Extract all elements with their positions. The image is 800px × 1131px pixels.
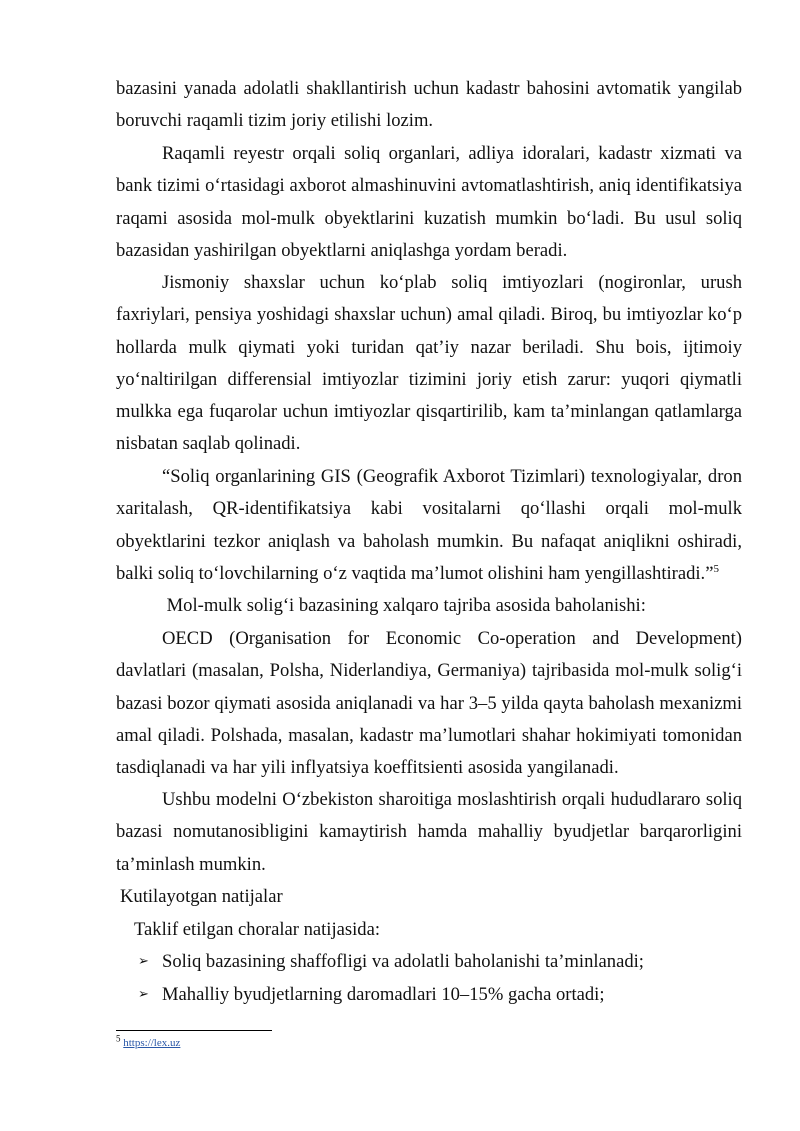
text-line: boruvchi raqamli tizim joriy etilishi lozim. (116, 110, 434, 132)
list-item-text: Mahalliy byudjetlarning daromadlari 10–15% gacha ortadi; (162, 984, 605, 1005)
arrowhead-bullet-icon: ➢ (138, 954, 149, 969)
text-line: Mol-mulk solig‘i bazasining xalqaro tajriba asosida baholanishi: (162, 595, 646, 616)
text-line (116, 558, 742, 590)
text-line: Jismoniy shaxslar uchun ko‘plab soliq imtiyozlari (nogironlar, urush (162, 272, 742, 293)
text-line: yo‘naltirilgan differensial imtiyozlar tizimini joriy etish zarur: yuqori qiymatli (116, 368, 742, 390)
list-item (0, 979, 800, 1011)
text-line: hollarda mulk qiymati yoki turidan qat’iy nazar beriladi. Shu bois, ijtimoiy (116, 336, 742, 358)
paragraph-gis-quote (116, 461, 742, 590)
paragraph-international-experience (116, 590, 742, 622)
text-line: obyektlarini tezkor aniqlash va baholash mumkin. Bu nafaqat aniqlikni oshiradi, (116, 530, 742, 552)
text-line: ta’minlash mumkin. (116, 853, 266, 875)
arrowhead-bullet-icon: ➢ (138, 987, 149, 1002)
footnote-separator (116, 1030, 272, 1031)
footnote-link[interactable]: https://lex.uz (123, 1037, 181, 1049)
text-line: faxriylari, pensiya yoshidagi shaxslar uchun) amal qiladi. Biroq, bu imtiyozlar ko‘p (116, 304, 742, 326)
text-line: raqami asosida mol-mulk obyektlarini kuzatish mumkin bo‘ladi. Bu usul soliq (116, 207, 742, 229)
footnote-number: 5 (116, 1033, 121, 1044)
text-line: bazasi bozor qiymati asosida aniqlanadi va har 3–5 yilda qayta baholash mexanizmi (116, 692, 742, 714)
text-line: amal qiladi. Polshada, masalan, kadastr ma’lumotlari shahar hokimiyati tomonidan (116, 724, 742, 746)
paragraph-tax-benefits (116, 267, 742, 461)
list-item-text: Soliq bazasining shaffofligi va adolatli baholanishi ta’minlanadi; (162, 951, 644, 972)
paragraph-oecd (116, 623, 742, 784)
text-line: bazasini yanada adolatli shakllantirish uchun kadastr bahosini avtomatik yangilab (116, 78, 742, 99)
text-line: Ushbu modelni O‘zbekiston sharoitiga moslashtirish orqali hududlararo soliq (162, 789, 742, 810)
text-line-content: balki soliq to‘lovchilarning o‘z vaqtida ma’lumot olishini ham yengillashtiradi.” (116, 562, 714, 584)
text-line: davlatlari (masalan, Polsha, Niderlandiya, Germaniya) tajribasida mol-mulk solig‘i (116, 660, 742, 682)
footnote-reference[interactable]: 5 (713, 562, 719, 575)
list-item (0, 946, 800, 978)
paragraph-continuation (116, 73, 742, 138)
text-line: nisbatan saqlab qolinadi. (116, 433, 301, 455)
text-line: mulkka ega fuqarolar uchun imtiyozlar qisqartirilib, kam ta’minlangan qatlamlarga (116, 401, 742, 423)
results-intro: Taklif etilgan choralar natijasida: (134, 919, 380, 940)
paragraph-uzbekistan-model (116, 784, 742, 881)
text-line: bazasidan yashirilgan obyektlarni aniqlashga yordam beradi. (116, 239, 568, 261)
text-line: tasdiqlanadi va har yili inflyatsiya koeffitsienti asosida yangilanadi. (116, 757, 619, 779)
text-line: bazasi nomutanosibligini kamaytirish hamda mahalliy byudjetlar barqarorligini (116, 821, 742, 843)
text-line: Raqamli reyestr orqali soliq organlari, adliya idoralari, kadastr xizmati va (162, 143, 742, 164)
footnote (116, 1033, 181, 1049)
paragraph-digital-registry (116, 138, 742, 267)
text-line: “Soliq organlarining GIS (Geografik Axborot Tizimlari) texnologiyalar, dron (162, 466, 742, 487)
text-line: OECD (Organisation for Economic Co-operation and Development) (162, 628, 742, 649)
text-line: bank tizimi o‘rtasidagi axborot almashinuvini avtomatlashtirish, aniq identifikatsiya (116, 175, 742, 197)
section-heading: Kutilayotgan natijalar (120, 886, 283, 907)
text-line: xaritalash, QR-identifikatsiya kabi vositalarni qo‘llashi orqali mol-mulk (116, 498, 742, 520)
